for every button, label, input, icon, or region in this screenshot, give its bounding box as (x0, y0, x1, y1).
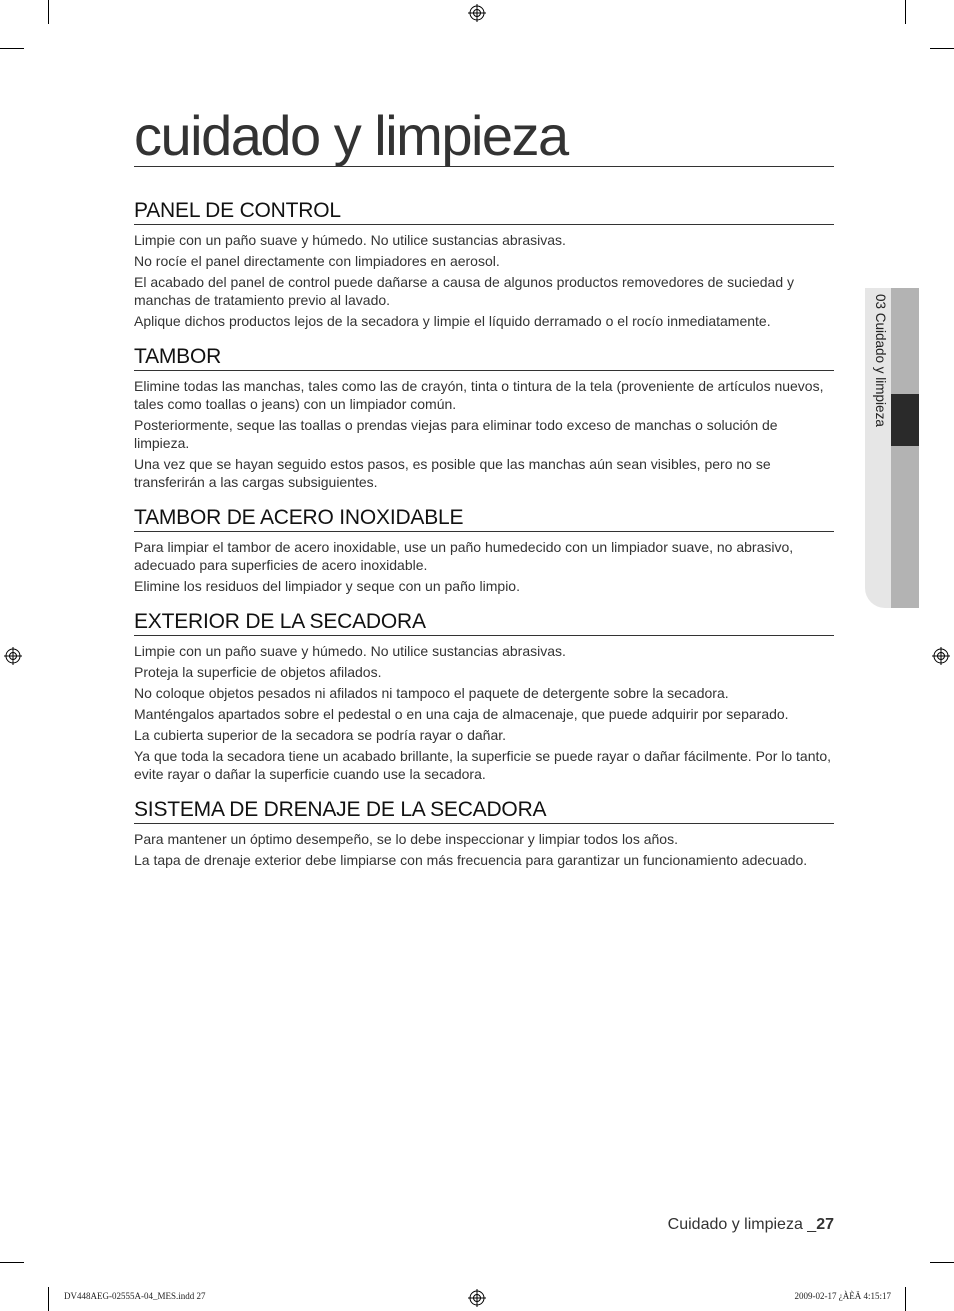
registration-mark-icon (468, 4, 486, 22)
section-heading: SISTEMA DE DRENAJE DE LA SECADORA (134, 797, 834, 824)
paragraph: Para limpiar el tambor de acero inoxidable, use un paño humedecido con un limpiador suave, no abrasivo, adecuado para superficies de acero inoxidable. (134, 539, 794, 573)
chapter-side-tab (865, 288, 919, 608)
section-heading: TAMBOR (134, 344, 834, 371)
section-heading: EXTERIOR DE LA SECADORA (134, 609, 834, 636)
paragraph: Para mantener un óptimo desempeño, se lo debe inspeccionar y limpiar todos los años. (134, 831, 678, 847)
page-title: cuidado y limpieza (134, 112, 834, 167)
registration-mark-icon (932, 647, 950, 665)
side-tab-label: 03 Cuidado y limpieza (873, 294, 888, 427)
section-panel-de-control (134, 198, 834, 330)
page-number: 27 (816, 1216, 834, 1233)
section-exterior-secadora (134, 609, 834, 783)
crop-mark (0, 1262, 24, 1263)
crop-mark (930, 48, 954, 49)
paragraph: No rocíe el panel directamente con limpiadores en aerosol. (134, 253, 500, 269)
footer-page-label (668, 1216, 834, 1234)
crop-mark (48, 1287, 49, 1311)
paragraph: Manténgalos apartados sobre el pedestal o en una caja de almacenaje, que puede adquirir por separado. (134, 706, 789, 722)
section-tambor-acero-inoxidable (134, 505, 834, 595)
crop-mark (930, 1262, 954, 1263)
paragraph: La cubierta superior de la secadora se podría rayar o dañar. (134, 727, 507, 743)
crop-mark (905, 1287, 906, 1311)
footer-label: Cuidado y limpieza _ (667, 1216, 817, 1233)
slug-file-info: DV448AEG-02555A-04_MES.indd 27 (64, 1291, 206, 1301)
tab-grey-bar (891, 288, 919, 608)
main-content (134, 198, 834, 883)
paragraph: Limpie con un paño suave y húmedo. No utilice sustancias abrasivas. (134, 643, 566, 659)
paragraph: No coloque objetos pesados ni afilados ni tampoco el paquete de detergente sobre la secadora. (134, 685, 729, 701)
paragraph: Aplique dichos productos lejos de la secadora y limpie el líquido derramado o el rocío inmediatamente. (134, 313, 771, 329)
registration-mark-icon (468, 1289, 486, 1307)
paragraph: Una vez que se hayan seguido estos pasos, es posible que las manchas aún sean visibles, pero no se transferirán a las cargas subsiguientes. (134, 456, 771, 490)
tab-active-marker (891, 394, 919, 446)
section-heading: PANEL DE CONTROL (134, 198, 834, 225)
registration-mark-icon (4, 647, 22, 665)
paragraph: Posteriormente, seque las toallas o prendas viejas para eliminar todo exceso de manchas o solución de limpieza. (134, 417, 778, 451)
crop-mark (0, 48, 24, 49)
crop-mark (48, 0, 49, 24)
paragraph: Proteja la superficie de objetos afilados. (134, 664, 382, 680)
paragraph: El acabado del panel de control puede dañarse a causa de algunos productos removedores de suciedad y manchas de tratamiento previo al lavado. (134, 274, 795, 308)
paragraph: Limpie con un paño suave y húmedo. No utilice sustancias abrasivas. (134, 232, 566, 248)
paragraph: Ya que toda la secadora tiene un acabado brillante, la superficie se puede rayar o dañar fácilmente. Por lo tanto, evite rayar o dañar la superficie cuando use la secadora. (134, 748, 832, 782)
section-heading: TAMBOR DE ACERO INOXIDABLE (134, 505, 834, 532)
paragraph: Elimine los residuos del limpiador y seque con un paño limpio. (134, 578, 520, 594)
slug-timestamp: 2009-02-17 ¿ÀÈÄ 4:15:17 (794, 1291, 891, 1301)
paragraph: Elimine todas las manchas, tales como las de crayón, tinta o tintura de la tela (proveniente de artículos nuevos, tales como toallas o jeans) con un limpiador común. (134, 378, 824, 412)
paragraph: La tapa de drenaje exterior debe limpiarse con más frecuencia para garantizar un funcionamiento adecuado. (134, 852, 808, 868)
section-sistema-drenaje (134, 797, 834, 869)
section-tambor (134, 344, 834, 491)
crop-mark (905, 0, 906, 24)
